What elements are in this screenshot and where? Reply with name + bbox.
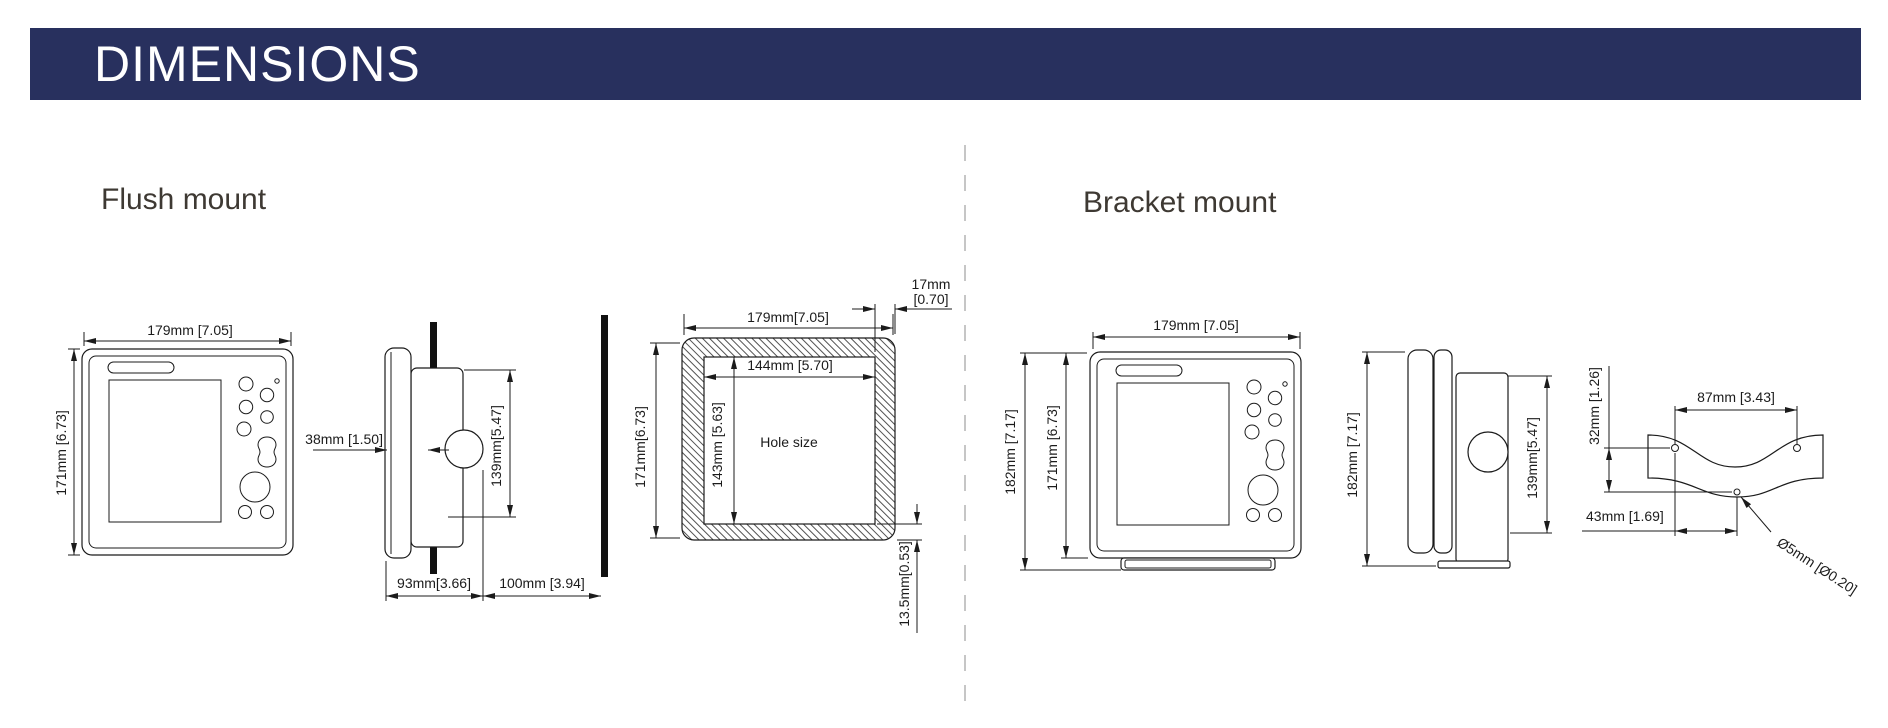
bracket-side-body (1434, 350, 1452, 553)
dim-label-base-horizontal-offset: 43mm [1.69] (1586, 508, 1664, 524)
flush-side-view (305, 315, 608, 601)
hole-outer-height-dimension (632, 343, 680, 538)
dim-label-base-hole-spacing: 87mm [3.43] (1697, 389, 1775, 405)
dim-label-bracket-front-body-height: 171mm [6.73] (1044, 405, 1060, 491)
flush-side-connector (445, 430, 483, 468)
base-hole-diameter-callout (1741, 497, 1860, 598)
dim-label-bracket-front-total-height: 182mm [7.17] (1002, 409, 1018, 495)
dim-label-flush-side-bezel-depth: 38mm [1.50] (305, 431, 383, 447)
bracket-side-view (1344, 350, 1552, 568)
page-title: DIMENSIONS (94, 36, 421, 92)
flush-mount-heading: Flush mount (101, 183, 267, 216)
bracket-side-front-bezel (1408, 350, 1433, 553)
bracket-base-edge (1438, 561, 1510, 568)
dim-label-hole-inner-height: 143mm [5.63] (709, 402, 725, 488)
dim-label-flush-front-height: 171mm [6.73] (53, 410, 69, 496)
flush-hole-size-view (632, 276, 952, 633)
dim-label-base-hole-diameter: Ø5mm [Ø0.20] (1774, 534, 1861, 598)
flush-front-width-dimension (84, 322, 291, 346)
dim-label-hole-flange-in: [0.70] (913, 291, 949, 307)
hole-size-caption: Hole size (760, 434, 818, 450)
flush-front-view (53, 322, 293, 555)
dim-label-hole-flange-mm: 17mm (911, 276, 951, 292)
flush-side-front-bezel (385, 348, 411, 558)
flush-front-device (82, 349, 293, 555)
bracket-front-view (1002, 317, 1301, 570)
dim-label-hole-inner-width: 144mm [5.70] (747, 357, 833, 373)
bracket-front-device (1090, 352, 1301, 558)
dim-label-flush-side-clearance: 100mm [3.94] (499, 575, 585, 591)
dim-label-base-vertical-offset: 32mm [1.26] (1586, 367, 1602, 445)
mounting-wall-section (601, 315, 608, 577)
bracket-mount-heading: Bracket mount (1083, 186, 1277, 219)
bracket-knob (1468, 432, 1508, 472)
dim-label-flush-side-body-depth: 93mm[3.66] (397, 575, 471, 591)
bracket-side-rear-height-dimension (1508, 376, 1552, 533)
dim-label-hole-outer-width: 179mm[7.05] (747, 309, 829, 325)
base-hole-spacing-dimension (1675, 389, 1797, 444)
bracket-front-body-height-dimension (1044, 353, 1088, 558)
dim-label-bracket-side-total-height: 182mm [7.17] (1344, 412, 1360, 498)
dim-label-flush-side-rear-height: 139mm[5.47] (488, 405, 504, 487)
flush-front-height-dimension (53, 349, 80, 555)
dim-label-flush-front-width: 179mm [7.05] (147, 322, 233, 338)
dim-label-bracket-side-rear-height: 139mm[5.47] (1524, 417, 1540, 499)
dim-label-hole-bottom-flange: 13.5mm[0.53] (896, 541, 912, 627)
bracket-front-width-dimension (1093, 317, 1300, 349)
dim-label-hole-outer-height: 171mm[6.73] (632, 406, 648, 488)
bracket-base-view (1582, 366, 1860, 598)
dim-label-bracket-front-width: 179mm [7.05] (1153, 317, 1239, 333)
hole-outer-width-dimension (684, 309, 893, 335)
